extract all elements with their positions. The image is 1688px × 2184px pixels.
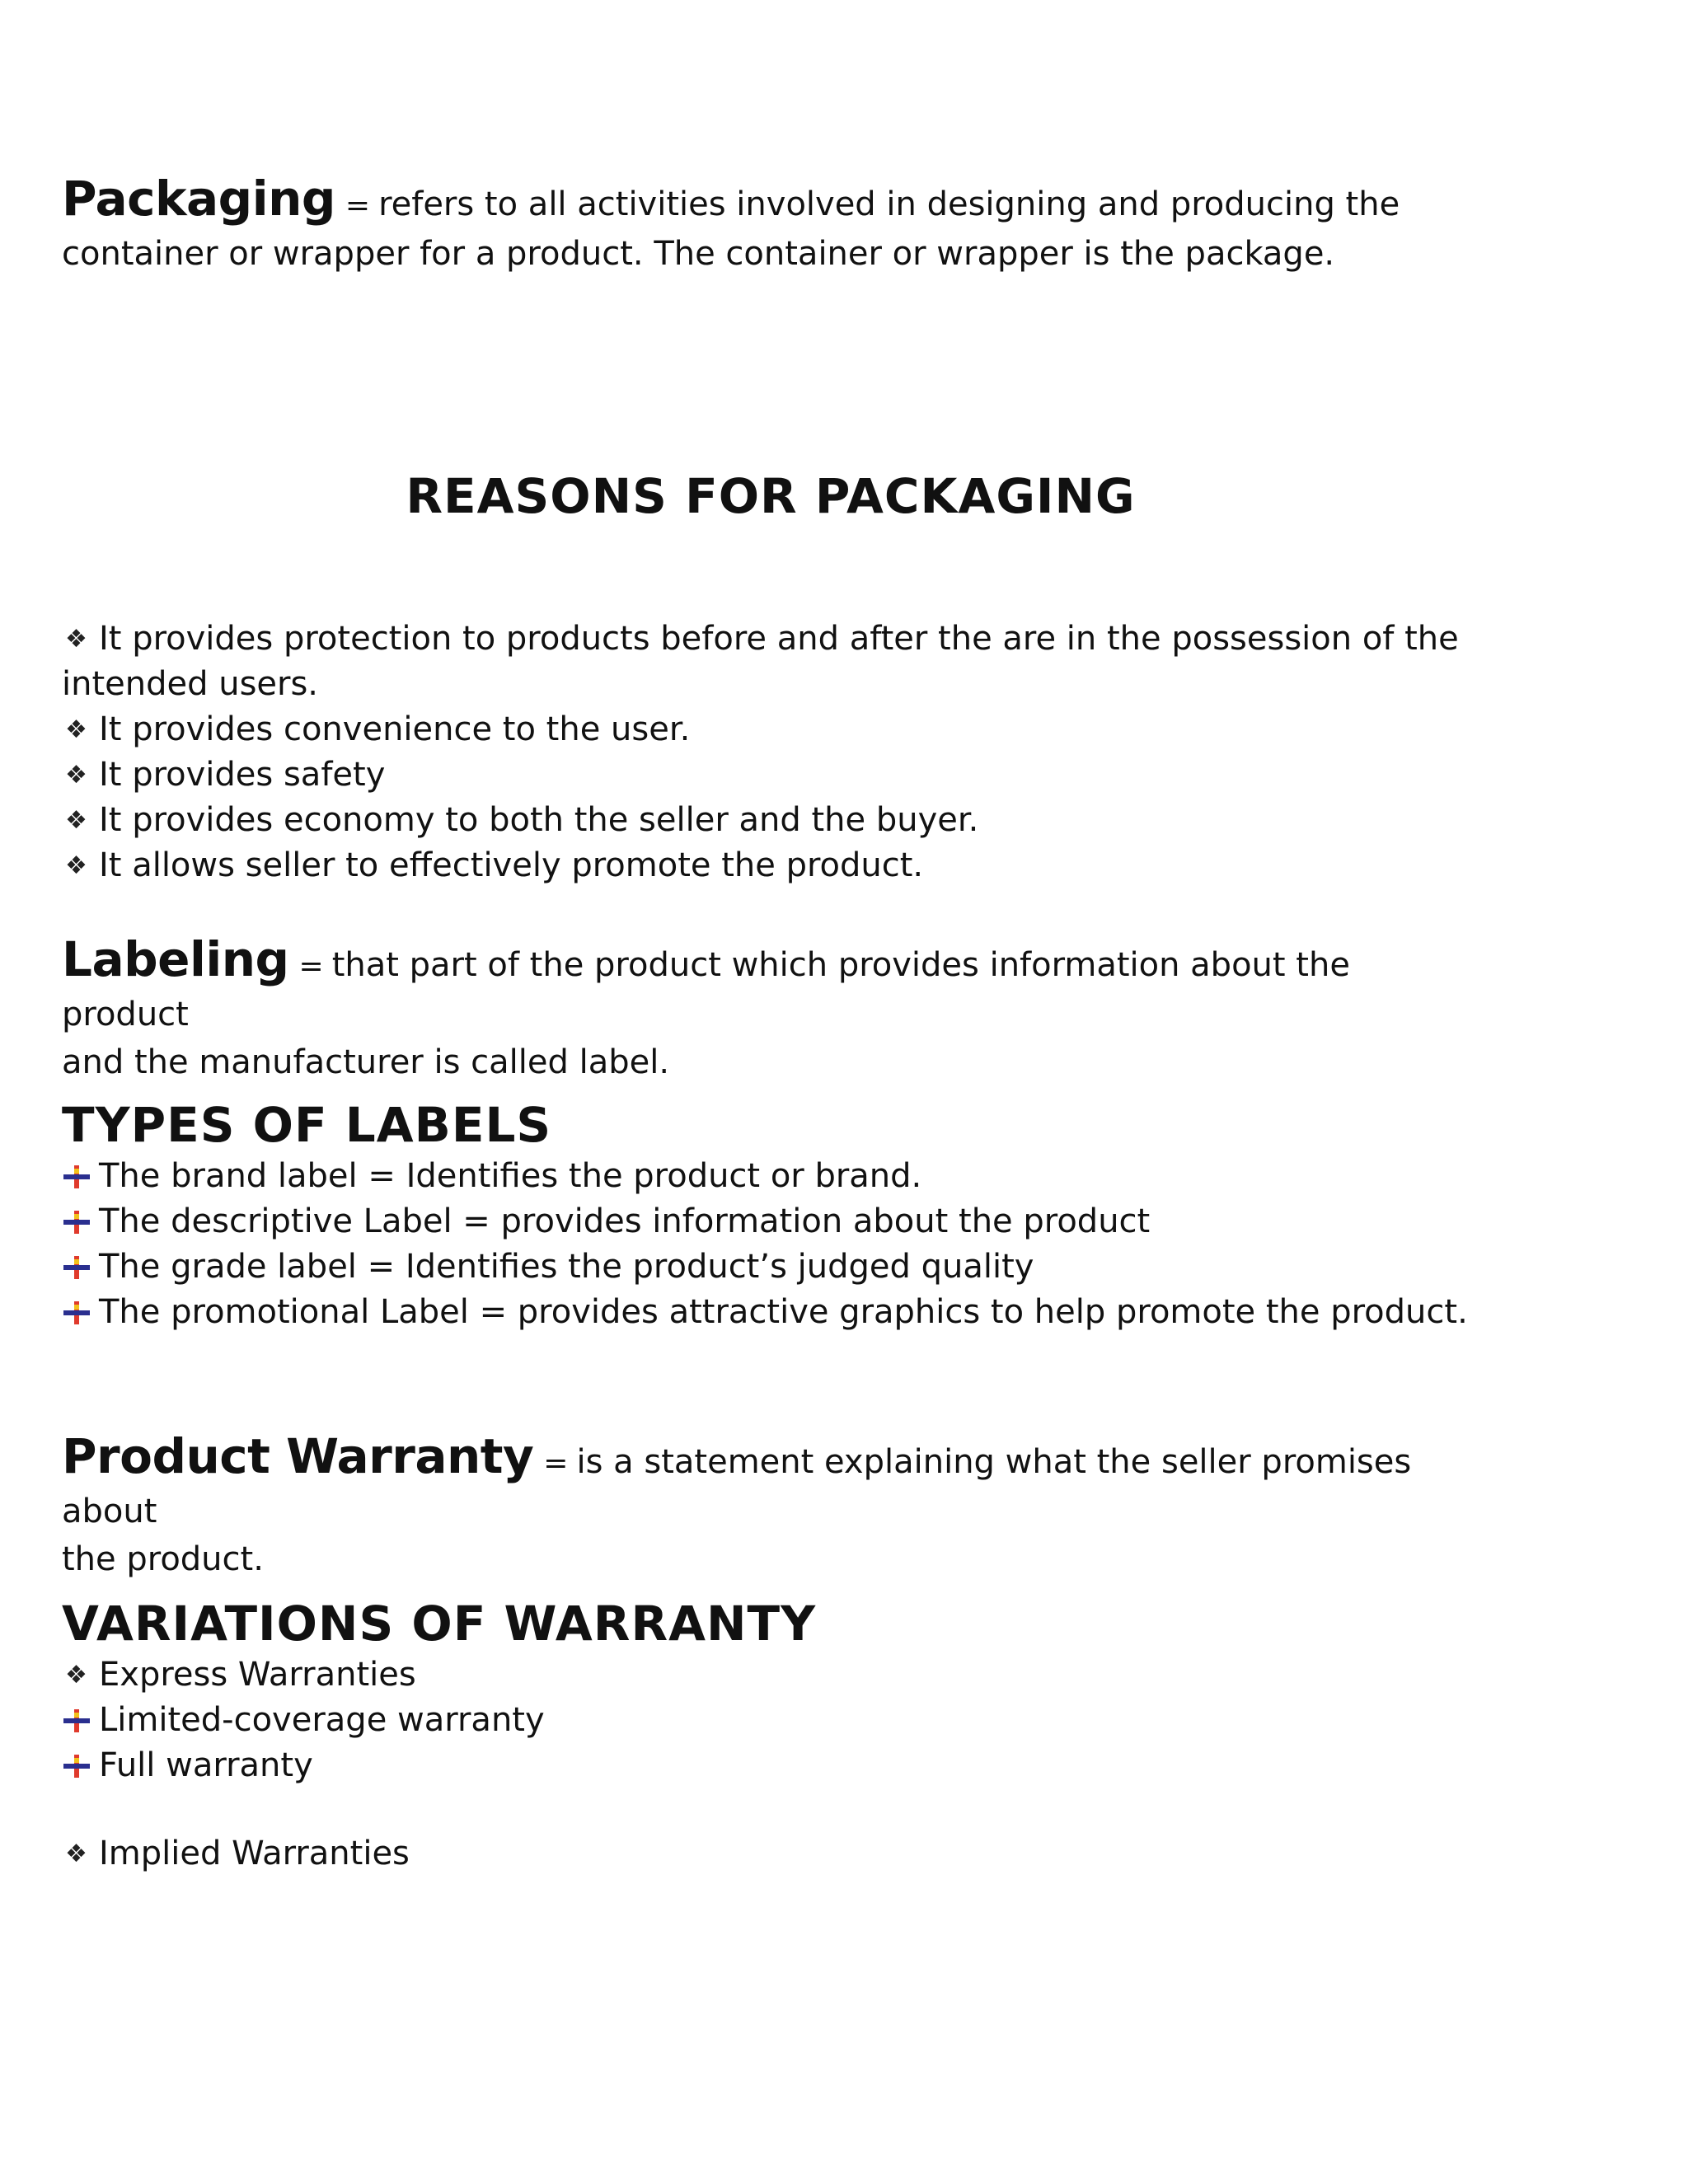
diamond-bullet-icon: ❖ <box>65 1840 87 1868</box>
list-item <box>62 1652 1479 1698</box>
labeling-text-2: and the manufacturer is called label. <box>62 1043 670 1081</box>
diamond-bullet-icon: ❖ <box>65 761 87 790</box>
reasons-list <box>62 616 1479 888</box>
warranty-text-1: is a statement explaining what the seller promises about <box>62 1443 1412 1530</box>
full-warranty: Full warranty <box>99 1746 313 1784</box>
reason-2: It provides convenience to the user. <box>99 710 691 748</box>
packaging-equals: = <box>345 189 371 223</box>
variations-block <box>62 1595 1479 1877</box>
list-item <box>62 707 1479 752</box>
plus-bullet-icon <box>63 1211 90 1234</box>
types-of-labels-list <box>62 1154 1479 1335</box>
warranty-text-2: the product. <box>62 1540 264 1578</box>
types-of-labels-block <box>62 1096 1479 1335</box>
label-type-2: The descriptive Label = provides information about the product <box>99 1202 1151 1240</box>
implied-warranties: Implied Warranties <box>99 1835 410 1872</box>
list-item <box>62 1698 1479 1743</box>
list-item <box>62 752 1479 798</box>
packaging-text-2: container or wrapper for a product. The container or wrapper is the package. <box>62 235 1335 273</box>
plus-bullet-icon <box>63 1301 90 1324</box>
reason-1-line-2: intended users. <box>62 665 319 703</box>
variations-list <box>62 1652 1479 1877</box>
diamond-bullet-icon: ❖ <box>65 806 87 835</box>
diamond-bullet-icon: ❖ <box>65 715 87 744</box>
plus-bullet-icon <box>63 1755 90 1778</box>
label-type-1: The brand label = Identifies the product or brand. <box>99 1157 922 1195</box>
list-item <box>62 798 1479 843</box>
reasons-title: REASONS FOR PACKAGING <box>406 468 1136 524</box>
types-of-labels-title: TYPES OF LABELS <box>62 1097 552 1153</box>
packaging-term: Packaging <box>62 171 335 227</box>
reason-1-line-1: It provides protection to products before and after the are in the possession of the <box>99 620 1459 658</box>
packaging-line-1 <box>62 171 1479 230</box>
list-item <box>62 1743 1479 1788</box>
list-item-continuation <box>62 662 1479 707</box>
packaging-definition <box>62 171 1479 278</box>
list-item <box>62 1199 1479 1244</box>
labeling-equals: = <box>298 949 324 983</box>
list-item <box>62 1244 1479 1290</box>
reason-3: It provides safety <box>99 756 386 794</box>
reasons-list-block <box>62 616 1479 888</box>
warranty-line-1 <box>62 1428 1479 1535</box>
labeling-definition <box>62 931 1479 1086</box>
list-item <box>62 843 1479 888</box>
reason-4: It provides economy to both the seller and the buyer. <box>99 801 979 839</box>
diamond-bullet-icon: ❖ <box>65 851 87 880</box>
label-type-4: The promotional Label = provides attractive graphics to help promote the product. <box>99 1293 1468 1331</box>
list-item <box>62 1831 1479 1877</box>
list-item <box>62 616 1479 662</box>
label-type-3: The grade label = Identifies the product’s judged quality <box>99 1248 1034 1286</box>
warranty-term: Product Warranty <box>62 1428 534 1484</box>
labeling-text-1: that part of the product which provides information about the product <box>62 946 1350 1033</box>
reason-5: It allows seller to effectively promote the product. <box>99 846 924 884</box>
labeling-line-1 <box>62 931 1479 1038</box>
warranty-equals: = <box>543 1446 569 1480</box>
list-item <box>62 1290 1479 1335</box>
diamond-bullet-icon: ❖ <box>65 625 87 654</box>
limited-coverage-warranty: Limited-coverage warranty <box>99 1701 545 1739</box>
express-warranties: Express Warranties <box>99 1656 416 1694</box>
plus-bullet-icon <box>63 1256 90 1279</box>
packaging-text-1: refers to all activities involved in designing and producing the <box>378 185 1400 223</box>
plus-bullet-icon <box>63 1165 90 1188</box>
diamond-bullet-icon: ❖ <box>65 1661 87 1690</box>
plus-bullet-icon <box>63 1709 90 1732</box>
list-item <box>62 1154 1479 1199</box>
labeling-term: Labeling <box>62 931 289 987</box>
variations-title: VARIATIONS OF WARRANTY <box>62 1596 817 1652</box>
warranty-definition <box>62 1428 1479 1583</box>
